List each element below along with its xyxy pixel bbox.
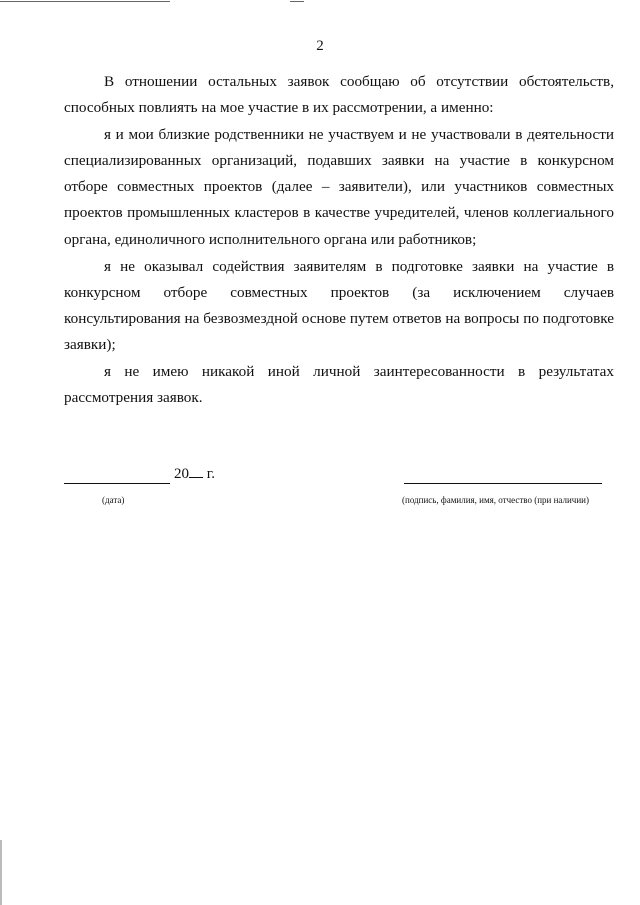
date-year [174, 465, 215, 483]
paragraph-no-assistance: я не оказывал содействия заявителям в подготовке заявки на участие в конкурсном отборе совместных проектов (за исключением случаев консультирования на безвозмездной основе путем ответов на вопросы по подготовке заявки); [64, 257, 614, 353]
date-blank-line [64, 483, 170, 484]
page-number: 2 [316, 38, 324, 54]
scan-artifact-line [290, 1, 304, 2]
paragraph-intro: В отношении остальных заявок сообщаю об отсутствии обстоятельств, способных повлиять на мое участие в их рассмотрении, а именно: [64, 73, 614, 117]
signature-block [0, 462, 640, 522]
signature-blank-line [404, 483, 602, 484]
paragraph-no-participation: я и мои близкие родственники не участвуем и не участвовали в деятельности специализированных организаций, подавших заявки на участие в конкурсном отборе совместных проектов (далее – заявители), или участников совместных проектов промышленных кластеров в качестве учредителей, членов коллегиального органа, единоличного исполнительного органа или работников; [64, 126, 614, 248]
signature-caption: (подпись, фамилия, имя, отчество (при наличии) [402, 495, 589, 505]
document-body [64, 69, 614, 412]
year-blank-line [189, 465, 203, 478]
scan-artifact-line [0, 1, 170, 2]
date-caption: (дата) [102, 495, 125, 505]
year-prefix: 20 [174, 466, 189, 482]
paragraph-no-interest: я не имею никакой иной личной заинтересованности в результатах рассмотрения заявок. [64, 363, 614, 407]
scan-artifact-edge [0, 840, 2, 905]
year-suffix: г. [206, 466, 215, 482]
